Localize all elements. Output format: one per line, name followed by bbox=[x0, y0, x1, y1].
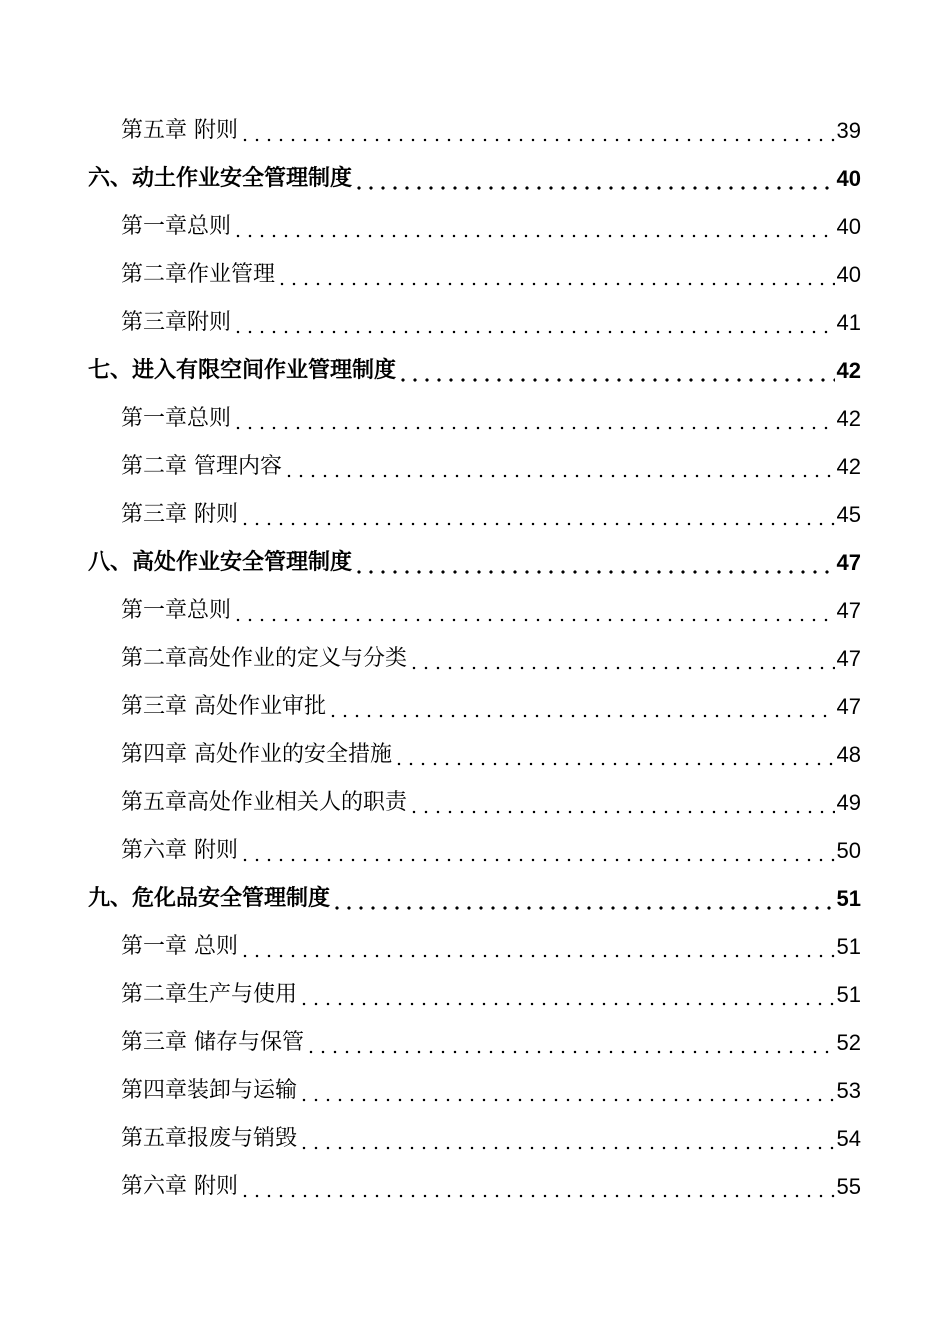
toc-entry-title: 第三章附则 bbox=[121, 310, 232, 335]
toc-entry-page: 48 bbox=[836, 742, 861, 767]
toc-entry-chapter[interactable] bbox=[0, 107, 950, 155]
toc-entry-page: 39 bbox=[836, 118, 861, 143]
toc-dot-leader bbox=[232, 312, 835, 334]
toc-entry-title: 第三章 附则 bbox=[121, 502, 238, 527]
toc-entry-page: 55 bbox=[836, 1174, 861, 1199]
toc-entry-page: 47 bbox=[836, 646, 861, 671]
toc-entry-chapter[interactable] bbox=[0, 971, 950, 1019]
toc-entry-page: 41 bbox=[836, 310, 861, 335]
toc-entry-chapter[interactable] bbox=[0, 251, 950, 299]
toc-dot-leader bbox=[276, 264, 835, 286]
toc-dot-leader bbox=[408, 792, 835, 814]
toc-dot-leader bbox=[239, 120, 835, 142]
toc-dot-leader bbox=[305, 1032, 835, 1054]
toc-entry-chapter[interactable] bbox=[0, 203, 950, 251]
toc-entry-page: 49 bbox=[836, 790, 861, 815]
toc-entry-title: 第二章高处作业的定义与分类 bbox=[121, 646, 408, 671]
toc-dot-leader bbox=[298, 984, 835, 1006]
toc-dot-leader bbox=[393, 744, 835, 766]
toc-entry-page: 42 bbox=[836, 454, 861, 479]
toc-entry-page: 50 bbox=[836, 838, 861, 863]
toc-entry-chapter[interactable] bbox=[0, 731, 950, 779]
toc-entry-section[interactable] bbox=[0, 539, 950, 587]
toc-entry-chapter[interactable] bbox=[0, 1067, 950, 1115]
toc-entry-title: 六、动土作业安全管理制度 bbox=[88, 166, 353, 191]
toc-entry-chapter[interactable] bbox=[0, 683, 950, 731]
toc-entry-title: 第三章 储存与保管 bbox=[121, 1030, 304, 1055]
toc-dot-leader bbox=[239, 1176, 835, 1198]
toc-entry-title: 第一章总则 bbox=[121, 598, 232, 623]
toc-entry-section[interactable] bbox=[0, 155, 950, 203]
toc-entry-page: 52 bbox=[836, 1030, 861, 1055]
toc-entry-chapter[interactable] bbox=[0, 779, 950, 827]
toc-entry-page: 51 bbox=[836, 982, 861, 1007]
toc-entry-title: 第三章 高处作业审批 bbox=[121, 694, 326, 719]
toc-entry-page: 40 bbox=[836, 166, 861, 191]
toc-entry-title: 第一章总则 bbox=[121, 214, 232, 239]
toc-entry-chapter[interactable] bbox=[0, 635, 950, 683]
toc-entry-chapter[interactable] bbox=[0, 299, 950, 347]
toc-dot-leader bbox=[397, 360, 835, 382]
toc-dot-leader bbox=[298, 1128, 835, 1150]
toc-entry-chapter[interactable] bbox=[0, 923, 950, 971]
toc-dot-leader bbox=[232, 600, 835, 622]
toc-entry-page: 47 bbox=[836, 550, 861, 575]
toc-dot-leader bbox=[408, 648, 835, 670]
toc-entry-page: 51 bbox=[836, 934, 861, 959]
toc-dot-leader bbox=[353, 168, 835, 190]
toc-entry-page: 47 bbox=[836, 694, 861, 719]
toc-entry-chapter[interactable] bbox=[0, 491, 950, 539]
toc-entry-page: 42 bbox=[836, 358, 861, 383]
toc-entry-title: 八、高处作业安全管理制度 bbox=[88, 550, 353, 575]
toc-dot-leader bbox=[283, 456, 835, 478]
toc-entry-title: 第六章 附则 bbox=[121, 1174, 238, 1199]
toc-entry-title: 第二章生产与使用 bbox=[121, 982, 298, 1007]
toc-entry-title: 第五章 附则 bbox=[121, 118, 238, 143]
toc-entry-title: 第六章 附则 bbox=[121, 838, 238, 863]
toc-entry-page: 45 bbox=[836, 502, 861, 527]
toc-entry-page: 53 bbox=[836, 1078, 861, 1103]
toc-entry-title: 第四章装卸与运输 bbox=[121, 1078, 298, 1103]
toc-entry-title: 七、进入有限空间作业管理制度 bbox=[88, 358, 397, 383]
toc-entry-page: 47 bbox=[836, 598, 861, 623]
toc-entry-page: 40 bbox=[836, 262, 861, 287]
table-of-contents bbox=[0, 107, 950, 1211]
toc-entry-page: 42 bbox=[836, 406, 861, 431]
toc-entry-page: 54 bbox=[836, 1126, 861, 1151]
toc-dot-leader bbox=[327, 696, 835, 718]
toc-entry-chapter[interactable] bbox=[0, 395, 950, 443]
toc-entry-chapter[interactable] bbox=[0, 1163, 950, 1211]
toc-dot-leader bbox=[232, 408, 835, 430]
toc-entry-chapter[interactable] bbox=[0, 1019, 950, 1067]
toc-entry-title: 第五章报废与销毁 bbox=[121, 1126, 298, 1151]
toc-dot-leader bbox=[353, 552, 835, 574]
toc-entry-chapter[interactable] bbox=[0, 443, 950, 491]
toc-dot-leader bbox=[239, 840, 835, 862]
toc-dot-leader bbox=[298, 1080, 835, 1102]
toc-entry-title: 第五章高处作业相关人的职责 bbox=[121, 790, 408, 815]
toc-entry-title: 第二章 管理内容 bbox=[121, 454, 282, 479]
toc-entry-title: 第一章 总则 bbox=[121, 934, 238, 959]
toc-entry-title: 九、危化品安全管理制度 bbox=[88, 886, 331, 911]
toc-entry-title: 第四章 高处作业的安全措施 bbox=[121, 742, 392, 767]
toc-entry-title: 第二章作业管理 bbox=[121, 262, 276, 287]
toc-entry-title: 第一章总则 bbox=[121, 406, 232, 431]
toc-entry-section[interactable] bbox=[0, 875, 950, 923]
toc-entry-section[interactable] bbox=[0, 347, 950, 395]
toc-dot-leader bbox=[331, 888, 835, 910]
toc-dot-leader bbox=[239, 504, 835, 526]
toc-entry-chapter[interactable] bbox=[0, 1115, 950, 1163]
toc-dot-leader bbox=[232, 216, 835, 238]
toc-entry-page: 51 bbox=[836, 886, 861, 911]
toc-entry-chapter[interactable] bbox=[0, 827, 950, 875]
toc-entry-chapter[interactable] bbox=[0, 587, 950, 635]
toc-dot-leader bbox=[239, 936, 835, 958]
toc-entry-page: 40 bbox=[836, 214, 861, 239]
